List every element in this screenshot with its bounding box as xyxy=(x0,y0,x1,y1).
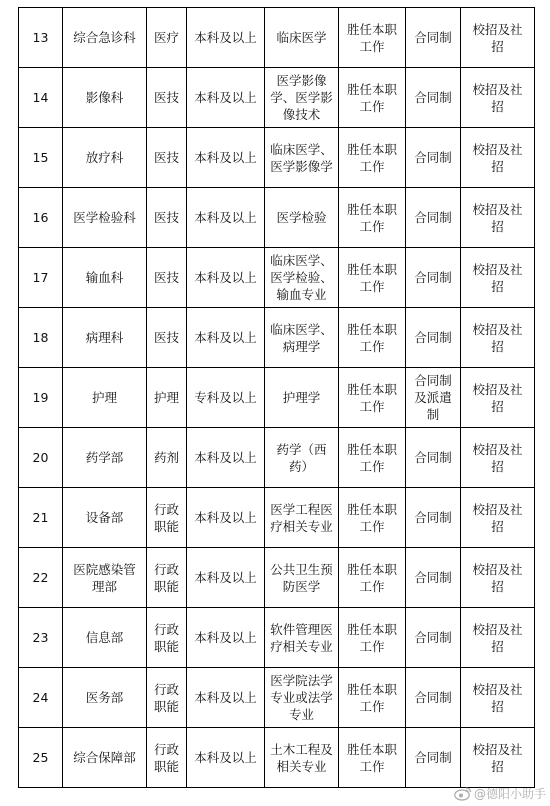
cell-number xyxy=(19,68,63,128)
cell-employment-form xyxy=(406,668,461,728)
cell-education xyxy=(187,728,265,788)
cell-category xyxy=(147,548,187,608)
cell-employment-form-text: 合同制 xyxy=(414,570,452,585)
cell-category-text: 医疗 xyxy=(153,30,179,45)
cell-employment-form xyxy=(406,548,461,608)
cell-education-text: 本科及以上 xyxy=(194,270,257,285)
cell-department-text: 病理科 xyxy=(85,330,124,345)
cell-recruit-mode xyxy=(461,128,535,188)
cell-recruit-mode xyxy=(461,308,535,368)
cell-recruit-mode xyxy=(461,488,535,548)
cell-education-text: 本科及以上 xyxy=(194,510,257,525)
table-row xyxy=(19,8,535,68)
cell-number-text: 17 xyxy=(32,270,49,285)
table-row xyxy=(19,608,535,668)
cell-recruit-mode xyxy=(461,548,535,608)
cell-education xyxy=(187,188,265,248)
cell-department-text: 综合保障部 xyxy=(73,750,136,765)
table-row xyxy=(19,368,535,428)
cell-employment-form xyxy=(406,128,461,188)
cell-recruit-mode xyxy=(461,668,535,728)
cell-number-text: 21 xyxy=(32,510,49,525)
cell-employment-form xyxy=(406,308,461,368)
cell-major xyxy=(265,488,339,548)
cell-education xyxy=(187,488,265,548)
recruitment-table xyxy=(18,7,535,788)
cell-number-text: 19 xyxy=(32,390,49,405)
cell-recruit-mode-text: 校招及社招 xyxy=(472,441,523,474)
cell-category-text: 医技 xyxy=(153,150,179,165)
watermark xyxy=(454,785,546,802)
cell-category-text: 医技 xyxy=(153,330,179,345)
cell-major xyxy=(265,68,339,128)
cell-number xyxy=(19,308,63,368)
cell-number xyxy=(19,488,63,548)
cell-recruit-mode-text: 校招及社招 xyxy=(472,561,523,594)
cell-requirement-text: 胜任本职工作 xyxy=(346,621,397,654)
cell-major xyxy=(265,8,339,68)
cell-requirement xyxy=(339,8,406,68)
cell-employment-form xyxy=(406,428,461,488)
cell-education xyxy=(187,68,265,128)
cell-employment-form xyxy=(406,728,461,788)
cell-category xyxy=(147,68,187,128)
cell-major xyxy=(265,188,339,248)
cell-employment-form-text: 合同制 xyxy=(414,510,452,525)
cell-employment-form-text: 合同制 xyxy=(414,330,452,345)
cell-employment-form xyxy=(406,608,461,668)
cell-number xyxy=(19,8,63,68)
cell-department xyxy=(63,548,147,608)
table-row xyxy=(19,68,535,128)
cell-category-text: 行政职能 xyxy=(153,501,179,534)
cell-category-text: 行政职能 xyxy=(153,741,179,774)
cell-department xyxy=(63,488,147,548)
cell-requirement-text: 胜任本职工作 xyxy=(346,441,397,474)
cell-recruit-mode-text: 校招及社招 xyxy=(472,201,523,234)
cell-number xyxy=(19,428,63,488)
cell-education-text: 本科及以上 xyxy=(194,30,257,45)
cell-education-text: 本科及以上 xyxy=(194,450,257,465)
cell-employment-form-text: 合同制 xyxy=(414,270,452,285)
cell-major-text: 公共卫生预防医学 xyxy=(270,561,333,594)
weibo-icon xyxy=(454,786,472,801)
cell-recruit-mode-text: 校招及社招 xyxy=(472,141,523,174)
cell-major xyxy=(265,248,339,308)
cell-recruit-mode xyxy=(461,68,535,128)
cell-requirement xyxy=(339,188,406,248)
cell-major-text: 医学影像学、医学影像技术 xyxy=(270,73,333,122)
cell-department xyxy=(63,608,147,668)
cell-requirement-text: 胜任本职工作 xyxy=(346,381,397,414)
cell-department xyxy=(63,728,147,788)
cell-requirement-text: 胜任本职工作 xyxy=(346,81,397,114)
cell-requirement-text: 胜任本职工作 xyxy=(346,261,397,294)
table-row xyxy=(19,548,535,608)
cell-education-text: 本科及以上 xyxy=(194,570,257,585)
cell-requirement-text: 胜任本职工作 xyxy=(346,201,397,234)
cell-requirement xyxy=(339,308,406,368)
cell-department-text: 护理 xyxy=(91,390,117,405)
cell-education xyxy=(187,548,265,608)
cell-recruit-mode-text: 校招及社招 xyxy=(472,741,523,774)
cell-major-text: 临床医学、医学影像学 xyxy=(270,141,333,174)
cell-major-text: 医学工程医疗相关专业 xyxy=(270,501,333,534)
cell-education xyxy=(187,308,265,368)
cell-department-text: 药学部 xyxy=(85,450,124,465)
cell-employment-form xyxy=(406,368,461,428)
table-row xyxy=(19,668,535,728)
cell-recruit-mode-text: 校招及社招 xyxy=(472,501,523,534)
cell-employment-form xyxy=(406,248,461,308)
table-row xyxy=(19,488,535,548)
cell-department-text: 设备部 xyxy=(85,510,124,525)
cell-number xyxy=(19,728,63,788)
cell-requirement xyxy=(339,68,406,128)
cell-employment-form xyxy=(406,488,461,548)
watermark-text: @德阳小助手 xyxy=(473,787,546,801)
cell-recruit-mode xyxy=(461,368,535,428)
cell-recruit-mode-text: 校招及社招 xyxy=(472,621,523,654)
cell-number-text: 25 xyxy=(32,750,49,765)
cell-major-text: 临床医学、病理学 xyxy=(270,321,333,354)
cell-department-text: 综合急诊科 xyxy=(73,30,136,45)
table-row xyxy=(19,128,535,188)
cell-department xyxy=(63,428,147,488)
cell-number xyxy=(19,608,63,668)
cell-number-text: 13 xyxy=(32,30,49,45)
cell-education xyxy=(187,8,265,68)
cell-department-text: 输血科 xyxy=(85,270,124,285)
cell-department-text: 信息部 xyxy=(85,630,124,645)
cell-employment-form-text: 合同制 xyxy=(414,630,452,645)
cell-requirement xyxy=(339,128,406,188)
cell-employment-form-text: 合同制 xyxy=(414,90,452,105)
cell-education-text: 本科及以上 xyxy=(194,90,257,105)
cell-recruit-mode xyxy=(461,428,535,488)
cell-category xyxy=(147,368,187,428)
cell-requirement-text: 胜任本职工作 xyxy=(346,501,397,534)
cell-employment-form-text: 合同制 xyxy=(414,150,452,165)
cell-category xyxy=(147,128,187,188)
cell-requirement xyxy=(339,428,406,488)
cell-recruit-mode xyxy=(461,248,535,308)
cell-number-text: 24 xyxy=(32,690,49,705)
cell-education xyxy=(187,608,265,668)
cell-recruit-mode-text: 校招及社招 xyxy=(472,321,523,354)
cell-category xyxy=(147,668,187,728)
cell-employment-form-text: 合同制 xyxy=(414,750,452,765)
table-row xyxy=(19,248,535,308)
cell-department-text: 医院感染管理部 xyxy=(73,561,136,594)
cell-requirement-text: 胜任本职工作 xyxy=(346,141,397,174)
cell-category xyxy=(147,248,187,308)
cell-education xyxy=(187,128,265,188)
cell-employment-form-text: 合同制 xyxy=(414,30,452,45)
cell-category-text: 行政职能 xyxy=(153,561,179,594)
cell-department xyxy=(63,308,147,368)
cell-employment-form-text: 合同制 xyxy=(414,210,452,225)
cell-department-text: 放疗科 xyxy=(85,150,124,165)
cell-recruit-mode-text: 校招及社招 xyxy=(472,381,523,414)
cell-recruit-mode-text: 校招及社招 xyxy=(472,681,523,714)
cell-category-text: 药剂 xyxy=(153,450,179,465)
cell-number xyxy=(19,128,63,188)
cell-major xyxy=(265,368,339,428)
cell-employment-form-text: 合同制 xyxy=(414,450,452,465)
cell-number-text: 15 xyxy=(32,150,49,165)
cell-number xyxy=(19,248,63,308)
cell-department xyxy=(63,188,147,248)
cell-department-text: 医务部 xyxy=(85,690,124,705)
cell-category xyxy=(147,728,187,788)
cell-department xyxy=(63,68,147,128)
cell-education-text: 本科及以上 xyxy=(194,690,257,705)
cell-requirement xyxy=(339,728,406,788)
cell-department xyxy=(63,8,147,68)
cell-department xyxy=(63,248,147,308)
cell-number xyxy=(19,368,63,428)
table-row xyxy=(19,308,535,368)
cell-major xyxy=(265,428,339,488)
cell-recruit-mode-text: 校招及社招 xyxy=(472,21,523,54)
cell-recruit-mode xyxy=(461,188,535,248)
cell-category-text: 医技 xyxy=(153,210,179,225)
cell-recruit-mode xyxy=(461,728,535,788)
cell-category-text: 医技 xyxy=(153,90,179,105)
cell-major xyxy=(265,608,339,668)
cell-department-text: 医学检验科 xyxy=(73,210,136,225)
cell-requirement-text: 胜任本职工作 xyxy=(346,321,397,354)
cell-requirement xyxy=(339,248,406,308)
cell-category xyxy=(147,8,187,68)
table-row xyxy=(19,188,535,248)
cell-number-text: 20 xyxy=(32,450,49,465)
cell-requirement xyxy=(339,668,406,728)
cell-requirement xyxy=(339,608,406,668)
table-row xyxy=(19,428,535,488)
cell-education xyxy=(187,368,265,428)
cell-recruit-mode-text: 校招及社招 xyxy=(472,81,523,114)
table-row xyxy=(19,728,535,788)
cell-category xyxy=(147,308,187,368)
cell-major-text: 药学（西药） xyxy=(276,441,327,474)
cell-department xyxy=(63,368,147,428)
cell-number-text: 18 xyxy=(32,330,49,345)
cell-requirement-text: 胜任本职工作 xyxy=(346,21,397,54)
cell-requirement xyxy=(339,368,406,428)
cell-employment-form-text: 合同制 xyxy=(414,690,452,705)
cell-number-text: 16 xyxy=(32,210,49,225)
cell-number-text: 14 xyxy=(32,90,49,105)
cell-number-text: 23 xyxy=(32,630,49,645)
cell-major xyxy=(265,308,339,368)
cell-category xyxy=(147,608,187,668)
cell-requirement-text: 胜任本职工作 xyxy=(346,741,397,774)
cell-requirement-text: 胜任本职工作 xyxy=(346,561,397,594)
cell-major xyxy=(265,548,339,608)
cell-major-text: 护理学 xyxy=(282,390,321,405)
cell-requirement-text: 胜任本职工作 xyxy=(346,681,397,714)
cell-major xyxy=(265,128,339,188)
cell-requirement xyxy=(339,488,406,548)
cell-major xyxy=(265,668,339,728)
cell-employment-form xyxy=(406,8,461,68)
cell-number xyxy=(19,548,63,608)
cell-employment-form xyxy=(406,68,461,128)
cell-recruit-mode xyxy=(461,608,535,668)
cell-employment-form xyxy=(406,188,461,248)
cell-department xyxy=(63,128,147,188)
cell-major-text: 土木工程及相关专业 xyxy=(270,741,333,774)
cell-education-text: 本科及以上 xyxy=(194,210,257,225)
cell-category-text: 行政职能 xyxy=(153,681,179,714)
cell-number-text: 22 xyxy=(32,570,49,585)
cell-requirement xyxy=(339,548,406,608)
cell-category-text: 行政职能 xyxy=(153,621,179,654)
cell-major-text: 临床医学、医学检验、输血专业 xyxy=(270,253,333,302)
cell-category-text: 医技 xyxy=(153,270,179,285)
cell-category xyxy=(147,488,187,548)
cell-education xyxy=(187,428,265,488)
cell-category xyxy=(147,188,187,248)
cell-education-text: 专科及以上 xyxy=(194,390,257,405)
cell-education xyxy=(187,668,265,728)
cell-major-text: 临床医学 xyxy=(276,30,327,45)
cell-education-text: 本科及以上 xyxy=(194,330,257,345)
cell-major-text: 医学院法学专业或法学专业 xyxy=(270,673,333,722)
cell-education-text: 本科及以上 xyxy=(194,150,257,165)
cell-education-text: 本科及以上 xyxy=(194,750,257,765)
cell-education xyxy=(187,248,265,308)
cell-category-text: 护理 xyxy=(153,390,179,405)
cell-recruit-mode xyxy=(461,8,535,68)
cell-major-text: 医学检验 xyxy=(276,210,327,225)
cell-category xyxy=(147,428,187,488)
cell-education-text: 本科及以上 xyxy=(194,630,257,645)
cell-recruit-mode-text: 校招及社招 xyxy=(472,261,523,294)
cell-number xyxy=(19,668,63,728)
table-body xyxy=(19,8,535,788)
cell-number xyxy=(19,188,63,248)
cell-major xyxy=(265,728,339,788)
cell-department xyxy=(63,668,147,728)
cell-employment-form-text: 合同制及派遣制 xyxy=(414,373,452,422)
cell-department-text: 影像科 xyxy=(85,90,124,105)
cell-major-text: 软件管理医疗相关专业 xyxy=(270,621,333,654)
